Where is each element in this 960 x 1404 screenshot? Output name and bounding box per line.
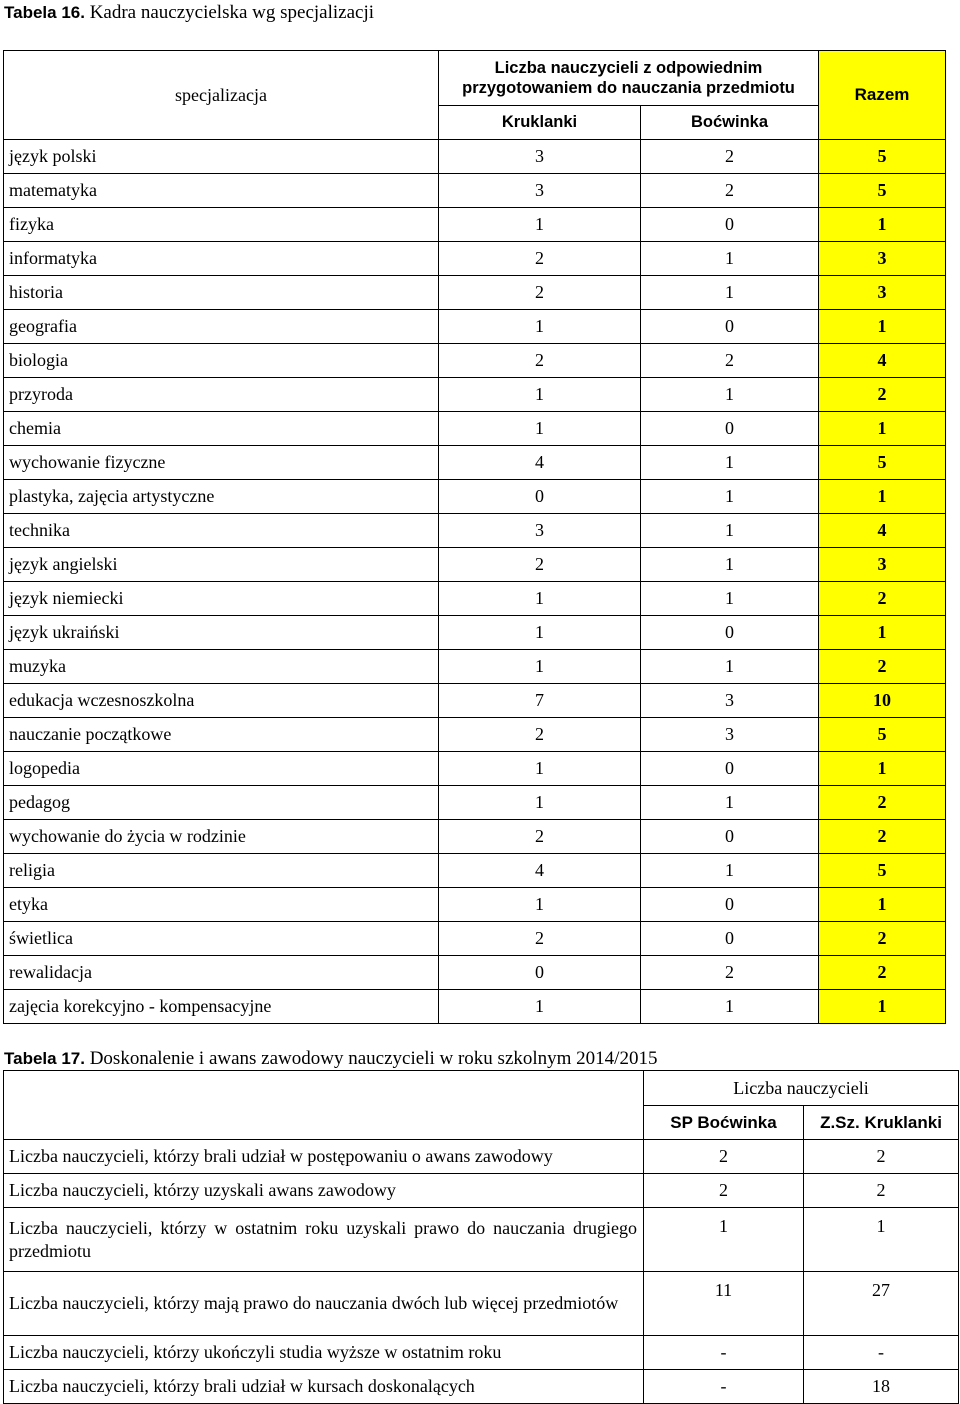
cell-zsz-kruklanki: 2 [804, 1140, 959, 1174]
cell-specjalizacja: edukacja wczesnoszkolna [4, 684, 439, 718]
header-razem: Razem [819, 51, 946, 140]
table-row [4, 956, 946, 990]
header-liczba-line1: Liczba nauczycieli z odpowiednim [494, 59, 763, 77]
cell-bocwinka: 1 [641, 990, 819, 1024]
cell-kruklanki: 3 [439, 174, 641, 208]
table-row [4, 1272, 959, 1336]
cell-specjalizacja: technika [4, 514, 439, 548]
cell-specjalizacja: przyroda [4, 378, 439, 412]
table-row [4, 1208, 959, 1272]
cell-bocwinka: 1 [641, 582, 819, 616]
table17-caption [4, 1048, 657, 1070]
table-row [4, 344, 946, 378]
header-liczba-nauczycieli: Liczba nauczycieli [644, 1071, 959, 1106]
header-kruklanki: Kruklanki [439, 106, 641, 140]
header-specjalizacja: specjalizacja [4, 51, 439, 140]
table-row [4, 548, 946, 582]
cell-sp-bocwinka: 1 [644, 1208, 804, 1272]
cell-razem: 1 [819, 480, 946, 514]
cell-kruklanki: 1 [439, 310, 641, 344]
cell-kruklanki: 4 [439, 446, 641, 480]
cell-kruklanki: 1 [439, 990, 641, 1024]
cell-kruklanki: 0 [439, 480, 641, 514]
cell-specjalizacja: muzyka [4, 650, 439, 684]
cell-razem: 2 [819, 956, 946, 990]
table-professional-development [3, 1070, 959, 1404]
cell-kruklanki: 1 [439, 752, 641, 786]
cell-bocwinka: 1 [641, 242, 819, 276]
cell-razem: 1 [819, 310, 946, 344]
cell-kruklanki: 1 [439, 378, 641, 412]
cell-kruklanki: 2 [439, 820, 641, 854]
cell-bocwinka: 0 [641, 310, 819, 344]
cell-specjalizacja: język niemiecki [4, 582, 439, 616]
cell-razem: 1 [819, 888, 946, 922]
cell-kruklanki: 1 [439, 208, 641, 242]
cell-razem: 1 [819, 208, 946, 242]
table17-caption-text: Doskonalenie i awans zawodowy nauczycieli w roku szkolnym 2014/2015 [89, 1048, 658, 1069]
cell-kruklanki: 3 [439, 140, 641, 174]
table17-caption-label: Tabela 17. [4, 1049, 85, 1068]
cell-description: Liczba nauczycieli, którzy uzyskali awans zawodowy [4, 1174, 644, 1208]
cell-razem: 2 [819, 582, 946, 616]
table-specializations [3, 50, 946, 1024]
cell-description: Liczba nauczycieli, którzy brali udział w postępowaniu o awans zawodowy [4, 1140, 644, 1174]
cell-bocwinka: 2 [641, 174, 819, 208]
cell-sp-bocwinka: - [644, 1370, 804, 1404]
table-row [4, 412, 946, 446]
table-row [4, 480, 946, 514]
cell-razem: 3 [819, 548, 946, 582]
cell-bocwinka: 0 [641, 752, 819, 786]
table-row [4, 1174, 959, 1208]
cell-description: Liczba nauczycieli, którzy ukończyli studia wyższe w ostatnim roku [4, 1336, 644, 1370]
cell-bocwinka: 3 [641, 684, 819, 718]
cell-kruklanki: 1 [439, 412, 641, 446]
cell-kruklanki: 7 [439, 684, 641, 718]
cell-kruklanki: 2 [439, 548, 641, 582]
table-row [4, 242, 946, 276]
cell-zsz-kruklanki: 1 [804, 1208, 959, 1272]
table-row [4, 208, 946, 242]
cell-razem: 2 [819, 650, 946, 684]
table17-body [4, 1140, 959, 1404]
table-row [4, 174, 946, 208]
cell-bocwinka: 1 [641, 854, 819, 888]
cell-razem: 5 [819, 174, 946, 208]
cell-bocwinka: 1 [641, 786, 819, 820]
cell-specjalizacja: nauczanie początkowe [4, 718, 439, 752]
cell-specjalizacja: historia [4, 276, 439, 310]
cell-specjalizacja: pedagog [4, 786, 439, 820]
cell-bocwinka: 1 [641, 446, 819, 480]
cell-zsz-kruklanki: 18 [804, 1370, 959, 1404]
cell-specjalizacja: wychowanie fizyczne [4, 446, 439, 480]
cell-razem: 5 [819, 140, 946, 174]
table-row [4, 378, 946, 412]
cell-kruklanki: 3 [439, 514, 641, 548]
cell-specjalizacja: fizyka [4, 208, 439, 242]
cell-sp-bocwinka: 2 [644, 1140, 804, 1174]
cell-razem: 10 [819, 684, 946, 718]
cell-specjalizacja: język polski [4, 140, 439, 174]
table16-caption-label: Tabela 16. [4, 3, 85, 22]
cell-specjalizacja: religia [4, 854, 439, 888]
cell-razem: 5 [819, 854, 946, 888]
cell-bocwinka: 0 [641, 616, 819, 650]
cell-razem: 1 [819, 616, 946, 650]
cell-specjalizacja: informatyka [4, 242, 439, 276]
cell-specjalizacja: logopedia [4, 752, 439, 786]
table-row [4, 718, 946, 752]
cell-specjalizacja: etyka [4, 888, 439, 922]
cell-razem: 5 [819, 446, 946, 480]
cell-bocwinka: 0 [641, 922, 819, 956]
cell-razem: 1 [819, 412, 946, 446]
cell-bocwinka: 0 [641, 888, 819, 922]
table-row [4, 310, 946, 344]
header-sp-bocwinka: SP Boćwinka [644, 1106, 804, 1140]
table-row [4, 854, 946, 888]
cell-zsz-kruklanki: 27 [804, 1272, 959, 1336]
cell-kruklanki: 1 [439, 786, 641, 820]
table16-caption-text: Kadra nauczycielska wg specjalizacji [89, 2, 375, 23]
header-liczba-nauczycieli [439, 51, 819, 106]
cell-kruklanki: 2 [439, 276, 641, 310]
table-row [4, 786, 946, 820]
cell-razem: 2 [819, 820, 946, 854]
cell-specjalizacja: język ukraiński [4, 616, 439, 650]
cell-razem: 3 [819, 242, 946, 276]
table-row [4, 514, 946, 548]
cell-bocwinka: 2 [641, 956, 819, 990]
table-row [4, 820, 946, 854]
cell-bocwinka: 1 [641, 650, 819, 684]
cell-razem: 4 [819, 344, 946, 378]
cell-razem: 2 [819, 922, 946, 956]
cell-razem: 5 [819, 718, 946, 752]
cell-zsz-kruklanki: 2 [804, 1174, 959, 1208]
cell-zsz-kruklanki: - [804, 1336, 959, 1370]
cell-specjalizacja: geografia [4, 310, 439, 344]
cell-bocwinka: 2 [641, 140, 819, 174]
cell-kruklanki: 2 [439, 344, 641, 378]
cell-bocwinka: 0 [641, 820, 819, 854]
cell-sp-bocwinka: 2 [644, 1174, 804, 1208]
cell-bocwinka: 1 [641, 480, 819, 514]
cell-bocwinka: 0 [641, 412, 819, 446]
table-row [4, 922, 946, 956]
cell-kruklanki: 0 [439, 956, 641, 990]
table-row [4, 888, 946, 922]
cell-razem: 1 [819, 752, 946, 786]
cell-bocwinka: 1 [641, 276, 819, 310]
cell-description: Liczba nauczycieli, którzy w ostatnim roku uzyskali prawo do nauczania drugiego przedmiotu [4, 1208, 644, 1272]
cell-razem: 2 [819, 378, 946, 412]
table16-caption [4, 2, 374, 24]
cell-specjalizacja: biologia [4, 344, 439, 378]
table-row [4, 990, 946, 1024]
cell-kruklanki: 4 [439, 854, 641, 888]
cell-razem: 4 [819, 514, 946, 548]
cell-razem: 2 [819, 786, 946, 820]
cell-kruklanki: 1 [439, 888, 641, 922]
cell-sp-bocwinka: 11 [644, 1272, 804, 1336]
cell-sp-bocwinka: - [644, 1336, 804, 1370]
cell-specjalizacja: rewalidacja [4, 956, 439, 990]
cell-specjalizacja: plastyka, zajęcia artystyczne [4, 480, 439, 514]
cell-razem: 3 [819, 276, 946, 310]
cell-bocwinka: 0 [641, 208, 819, 242]
table-row [4, 616, 946, 650]
header-liczba-line2: przygotowaniem do nauczania przedmiotu [462, 79, 795, 97]
cell-specjalizacja: chemia [4, 412, 439, 446]
cell-kruklanki: 1 [439, 616, 641, 650]
cell-bocwinka: 1 [641, 514, 819, 548]
cell-specjalizacja: język angielski [4, 548, 439, 582]
table16-body [4, 140, 946, 1024]
cell-bocwinka: 3 [641, 718, 819, 752]
cell-bocwinka: 2 [641, 344, 819, 378]
cell-specjalizacja: świetlica [4, 922, 439, 956]
cell-specjalizacja: matematyka [4, 174, 439, 208]
table-row [4, 1370, 959, 1404]
cell-specjalizacja: zajęcia korekcyjno - kompensacyjne [4, 990, 439, 1024]
cell-bocwinka: 1 [641, 548, 819, 582]
table-row [4, 752, 946, 786]
cell-razem: 1 [819, 990, 946, 1024]
table-row [4, 276, 946, 310]
cell-kruklanki: 2 [439, 922, 641, 956]
cell-specjalizacja: wychowanie do życia w rodzinie [4, 820, 439, 854]
cell-description: Liczba nauczycieli, którzy mają prawo do nauczania dwóch lub więcej przedmiotów [4, 1272, 644, 1336]
table-row [4, 446, 946, 480]
table-row [4, 650, 946, 684]
cell-bocwinka: 1 [641, 378, 819, 412]
cell-kruklanki: 1 [439, 650, 641, 684]
table-row [4, 1336, 959, 1370]
cell-kruklanki: 2 [439, 718, 641, 752]
cell-kruklanki: 1 [439, 582, 641, 616]
header-zsz-kruklanki: Z.Sz. Kruklanki [804, 1106, 959, 1140]
cell-kruklanki: 2 [439, 242, 641, 276]
table-row [4, 684, 946, 718]
table-row [4, 140, 946, 174]
header-bocwinka: Boćwinka [641, 106, 819, 140]
table-row [4, 1140, 959, 1174]
header-empty-cell [4, 1071, 644, 1140]
table-row [4, 582, 946, 616]
cell-description: Liczba nauczycieli, którzy brali udział w kursach doskonalących [4, 1370, 644, 1404]
